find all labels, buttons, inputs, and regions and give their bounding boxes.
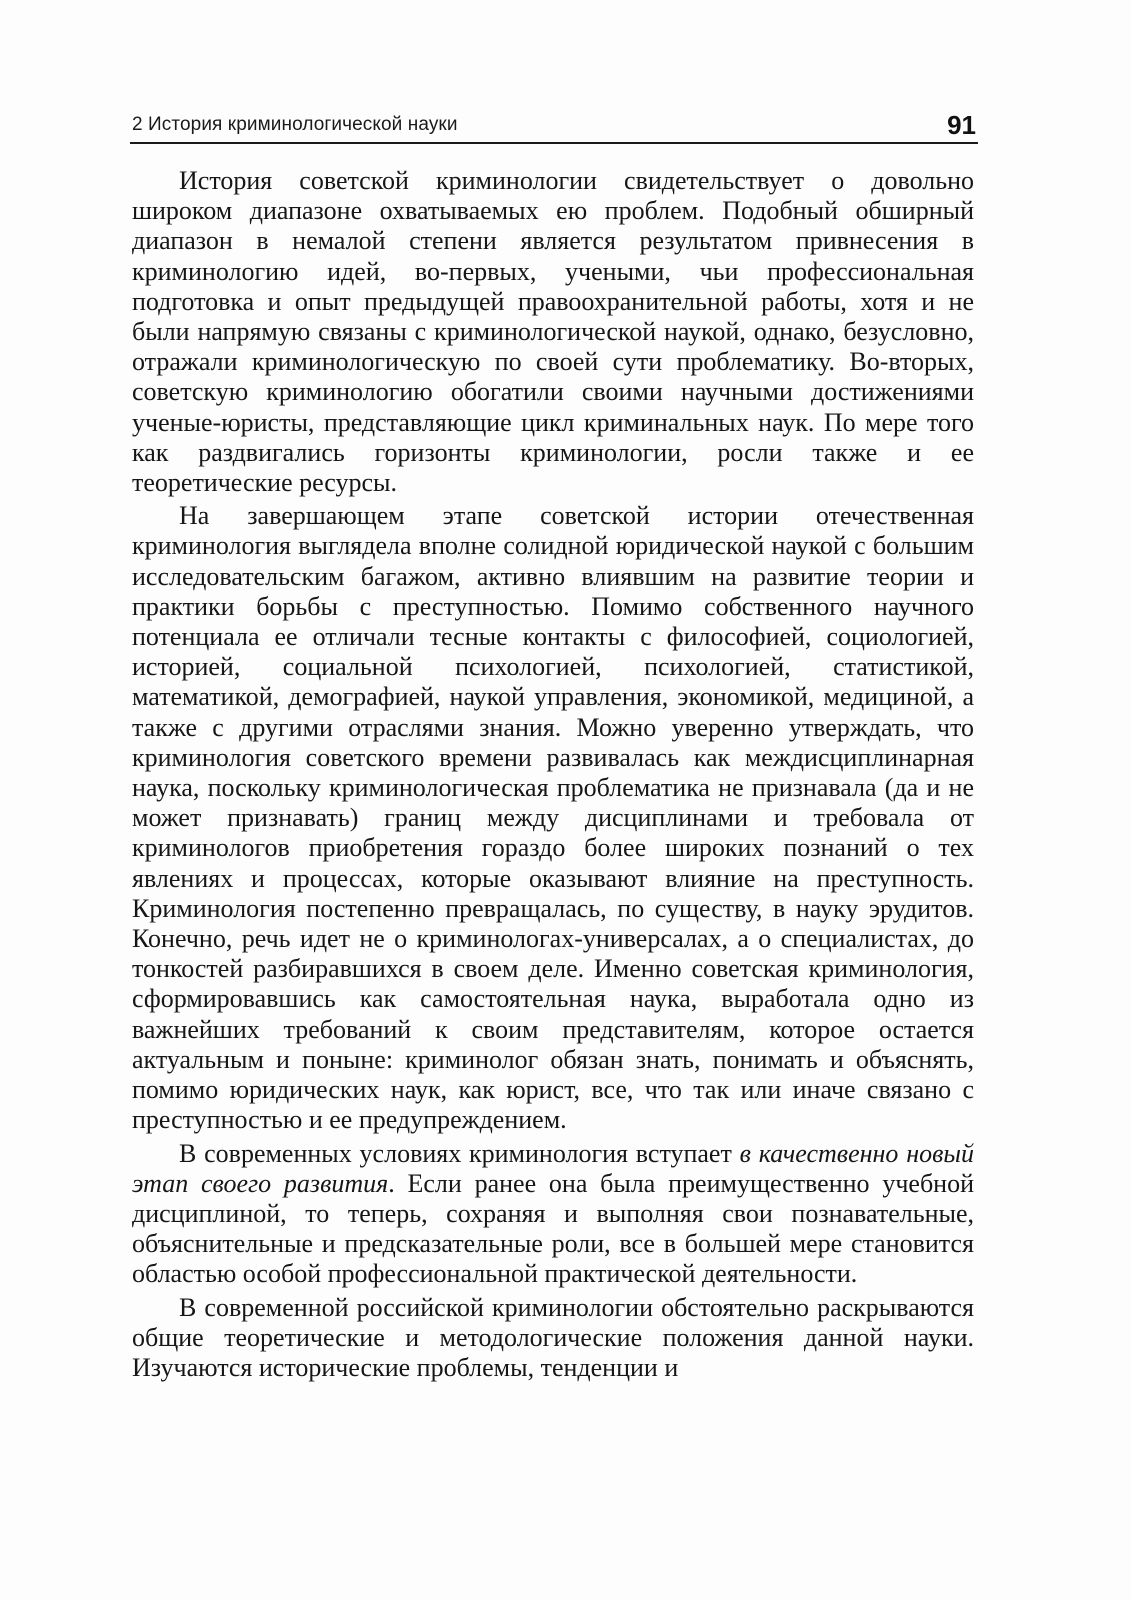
modern-conditions-lead: В современных условиях криминология вступает — [179, 1138, 740, 1168]
paragraph-soviet-criminology-scope: История советской криминологии свидетельствует о довольно широком диапазоне охватываемых ею проблем. Подобный обширный диапазон в немалой степени является результатом привнесения в криминологию идей, во-первых, учеными, чьи профессиональная подготовка и опыт предыдущей правоохранительной работы, хотя и не были напрямую связаны с криминологической наукой, однако, безусловно, отражали криминологическую по своей сути проблематику. Во-вторых, советскую криминологию обогатили своими научными достижениями ученые-юристы, представляющие цикл криминальных наук. По мере того как раздвигались горизонты криминологии, росли также и ее теоретические ресурсы. — [132, 166, 974, 498]
page-number: 91 — [947, 110, 976, 140]
modern-conditions-emphasis: в качественно новый этап своего развития — [132, 1138, 974, 1198]
paragraph-modern-conditions — [132, 1139, 974, 1290]
paragraph-modern-russian-criminology: В современной российской криминологии обстоятельно раскрываются общие теоретические и методологические положения данной науки. Изучаются исторические проблемы, тенденции и — [132, 1292, 974, 1382]
running-header — [130, 112, 978, 144]
body-text — [132, 166, 974, 1386]
modern-conditions-rest: . Если ранее она была преимущественно учебной дисциплиной, то теперь, сохраняя и выполняя свои познавательные, объяснительные и предсказательные роли, все в большей мере становится областью особой профессиональной практической деятельности. — [132, 1168, 974, 1289]
paragraph-final-soviet-stage: На завершающем этапе советской истории отечественная криминология выглядела вполне солидной юридической наукой с большим исследовательским багажом, активно влиявшим на развитие теории и практики борьбы с преступностью. Помимо собственного научного потенциала ее отличали тесные контакты с философией, социологией, историей, социальной психологией, психологией, статистикой, математикой, демографией, наукой управления, экономикой, медициной, а также с другими отраслями знания. Можно уверенно утверждать, что криминология советского времени развивалась как междисциплинарная наука, поскольку криминологическая проблематика не признавала (да и не может признавать) границ между дисциплинами и требовала от криминологов приобретения гораздо более широких познаний о тех явлениях и процессах, которые оказывают влияние на преступность. Криминология постепенно превращалась, по существу, в науку эрудитов. Конечно, речь идет не о криминологах-универсалах, а о специалистах, до тонкостей разбиравшихся в своем деле. Именно советская криминология, сформировавшись как самостоятельная наука, выработала одно из важнейших требований к своим представителям, которое остается актуальным и поныне: криминолог обязан знать, понимать и объяснять, помимо юридических наук, как юрист, все, что так или иначе связано с преступностью и ее предупреждением. — [132, 501, 974, 1135]
running-title: 2 История криминологической науки — [132, 114, 458, 135]
